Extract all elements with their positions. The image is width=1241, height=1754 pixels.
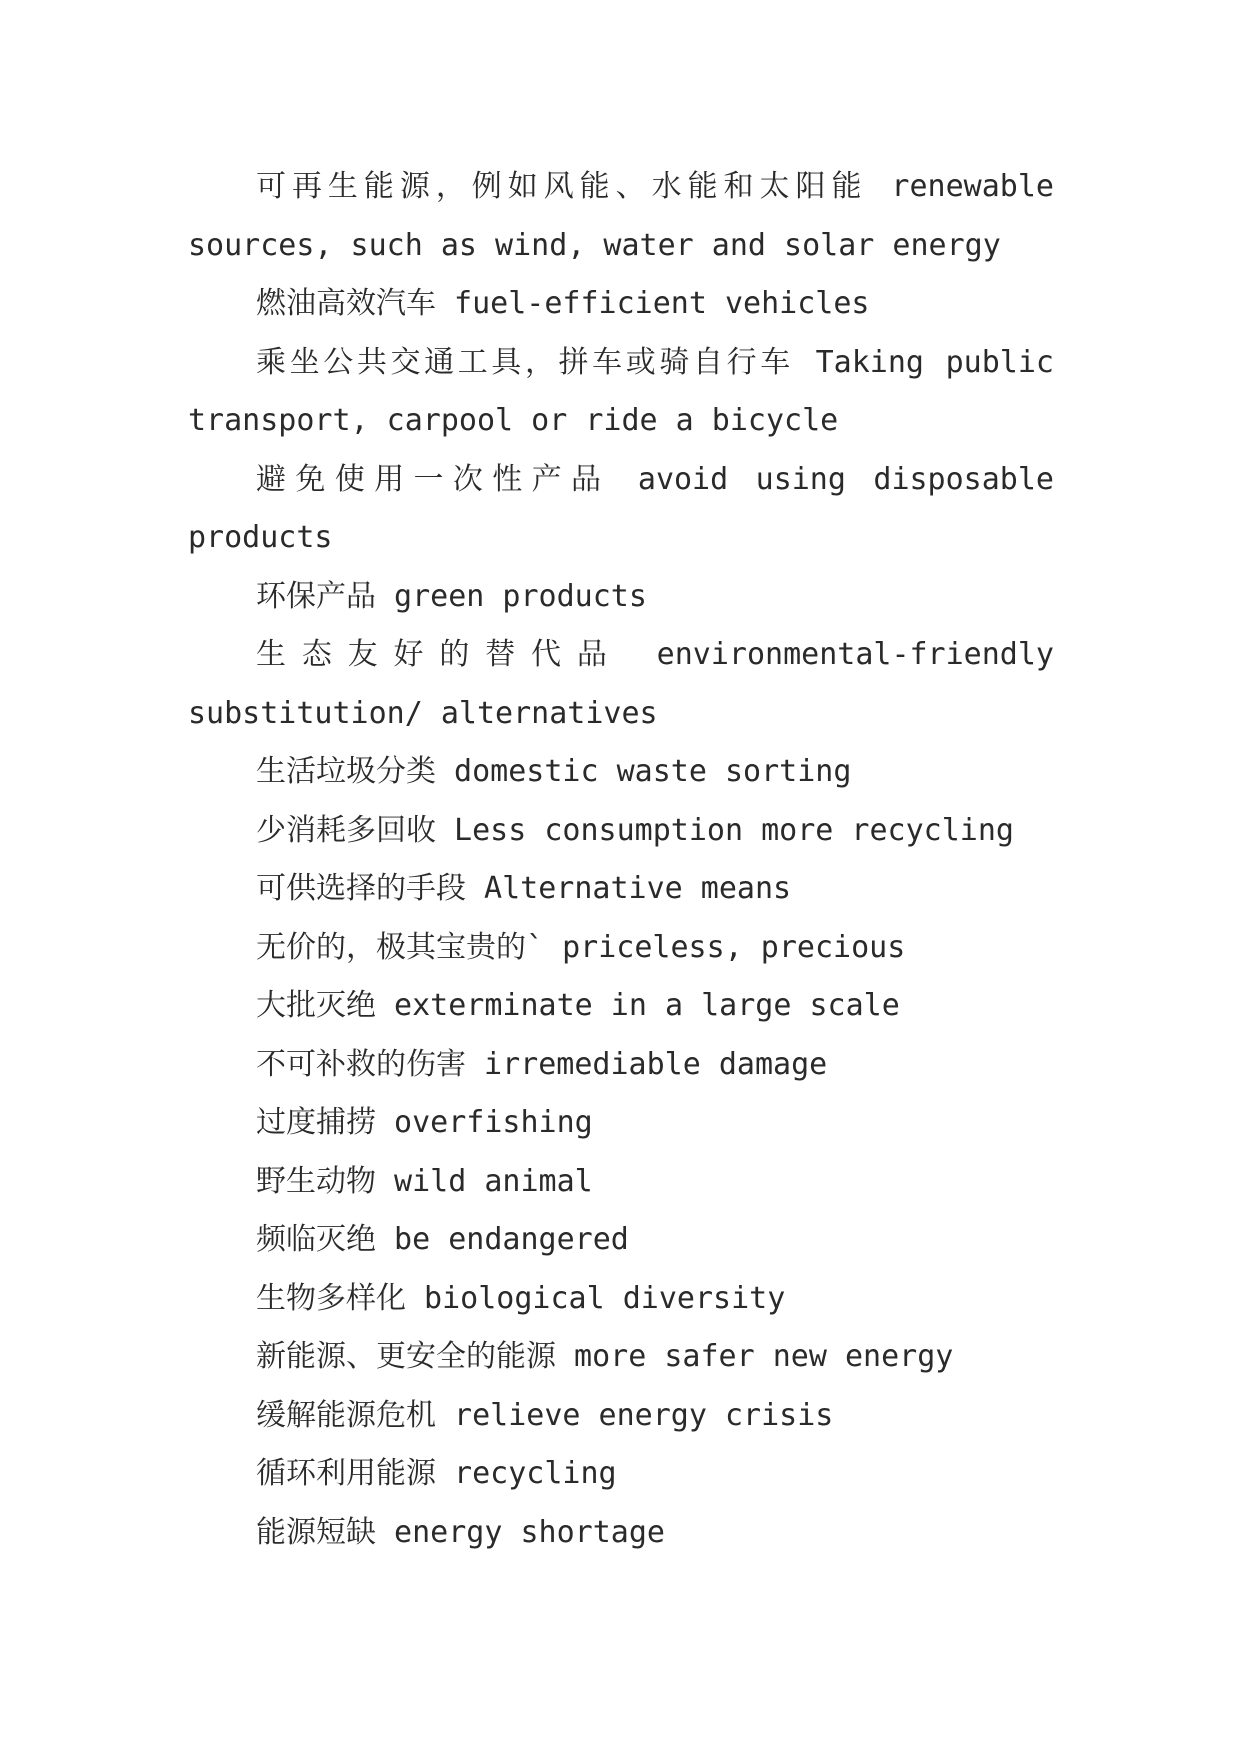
vocab-line-endangered: 频临灭绝 be endangered [256, 1222, 629, 1257]
vocab-line-irremediable: 不可补救的伤害 irremediable damage [256, 1046, 828, 1082]
vocab-line-biodiversity: 生物多样化 biological diversity [256, 1280, 786, 1316]
vocab-line-wild-animal: 野生动物 wild animal [256, 1163, 593, 1199]
vocab-line-fuel-efficient: 燃油高效汽车 fuel-efficient vehicles [256, 286, 870, 321]
vocab-line-green-products: 环保产品 green products [256, 578, 647, 614]
vocab-line-waste-sorting: 生活垃圾分类 domestic waste sorting [256, 754, 852, 789]
vocab-line-public-transport: 乘坐公共交通工具，拼车或骑自行车 Taking public transport, carpool or ride a bicycle [188, 344, 1054, 438]
vocab-line-priceless: 无价的，极其宝贵的` priceless, precious [256, 929, 906, 965]
vocab-line-exterminate: 大批灭绝 exterminate in a large scale [256, 988, 900, 1023]
vocab-line-recycling-energy: 循环利用能源 recycling [256, 1456, 617, 1491]
vocab-line-energy-shortage: 能源短缺 energy shortage [256, 1514, 665, 1550]
vocab-line-overfishing: 过度捕捞 overfishing [256, 1105, 593, 1140]
document-body [188, 158, 1054, 1562]
vocab-line-alternative-means: 可供选择的手段 Alternative means [256, 871, 792, 906]
vocab-line-disposable: 避免使用一次性产品 avoid using disposable products [188, 461, 1054, 555]
vocab-line-renewable-energy: 可再生能源，例如风能、水能和太阳能 renewable sources, such as wind, water and solar energy [188, 169, 1054, 263]
vocab-line-new-energy: 新能源、更安全的能源 more safer new energy [256, 1339, 954, 1374]
vocab-line-recycling: 少消耗多回收 Less consumption more recycling [256, 812, 1014, 848]
vocab-line-energy-crisis: 缓解能源危机 relieve energy crisis [256, 1397, 834, 1433]
vocab-line-alternatives: 生态友好的替代品 environmental-friendly substitution/ alternatives [188, 637, 1054, 731]
